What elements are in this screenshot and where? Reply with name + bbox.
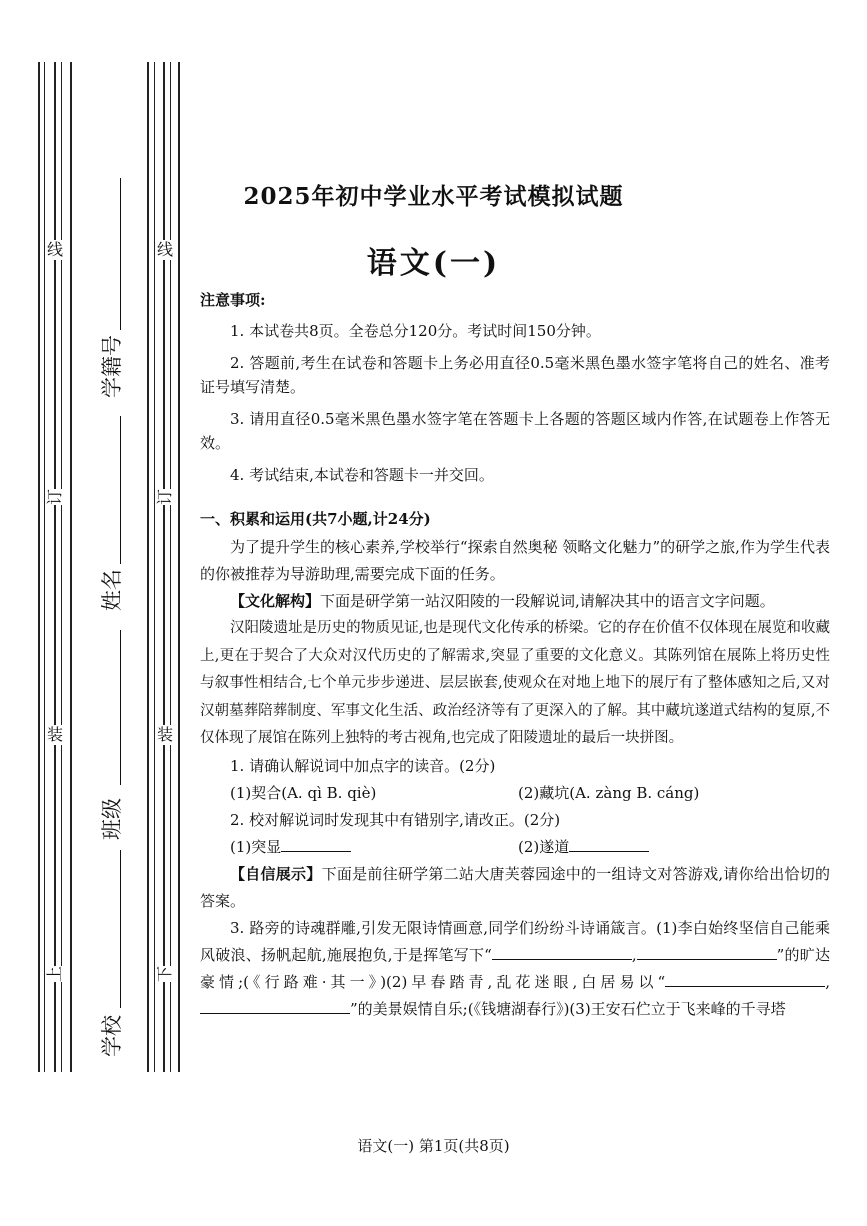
task-tag: 【自信展示】 — [230, 864, 322, 883]
field-school-line[interactable] — [120, 850, 121, 1008]
margin-mark-xia: 下 — [155, 965, 175, 983]
field-name-line[interactable] — [120, 416, 121, 564]
task-culture — [200, 588, 830, 615]
q2-blank-1[interactable] — [281, 836, 351, 852]
task-tag: 【文化解构】 — [230, 592, 321, 610]
note-item: 2. 答题前,考生在试卷和答题卡上务必用直径0.5毫米黑色墨水签字笔将自己的姓名、准考证号填写清楚。 — [200, 354, 830, 396]
field-class-line[interactable] — [120, 630, 121, 785]
question-3: 3. 路旁的诗魂群雕,引发无限诗情画意,同学们纷纷斗诗诵箴言。(1)李白始终坚信自己能乘风破浪、扬帆起航,施展抱负,于是挥笔写下“ , ”的旷达豪情;(《行路难·其一》)(2)早春踏青,乱花迷眼,白居易以“ ,”的美景娱情自乐;(《钱塘湖春行》)(3)王安石伫立于飞来峰的千寻塔 — [200, 918, 830, 1018]
margin-line — [38, 62, 40, 1072]
q1-option-1[interactable]: (1)契合(A. qì B. qiè) — [230, 783, 377, 802]
margin-line — [163, 62, 165, 1072]
q3-blank-4[interactable] — [200, 998, 350, 1014]
note-item: 3. 请用直径0.5毫米黑色墨水签字笔在答题卡上各题的答题区域内作答,在试题卷上作答无效。 — [200, 410, 830, 452]
q1-option-2[interactable]: (2)藏坑(A. zàng B. cáng) — [518, 783, 700, 802]
q3-blank-1[interactable] — [492, 944, 632, 960]
exam-subtitle: 语文(一) — [366, 246, 501, 281]
margin-mark-line: 线 — [157, 240, 174, 259]
field-school-label: 学校 — [100, 1015, 124, 1057]
margin-line — [61, 62, 62, 1072]
commentary-passage: 汉阳陵遗址是历史的物质见证,也是现代文化传承的桥梁。它的存在价值不仅体现在展览和收藏上,更在于契合了大众对汉代历史的了解需求,突显了重要的文化意义。其陈列馆在展陈上将历史性与叙事性相结合,七个单元步步递进、层层嵌套,使观众在对地上地下的展厅有了整体感知之后,又对汉朝墓葬陪葬制度、军事文化生活、政治经济等有了更深入的了解。其中藏坑遂道式结构的复原,不仅体现了展馆在陈列上独特的考古视角,也完成了阳陵遗址的最后一块拼图。 — [200, 620, 830, 746]
exam-content — [200, 290, 830, 1023]
margin-mark-line: 线 — [47, 240, 64, 259]
note-item: 1. 本试卷共8页。全卷总分120分。考试时间150分钟。 — [230, 322, 601, 340]
margin-line — [154, 62, 155, 1072]
margin-line — [178, 62, 180, 1072]
margin-mark-shang: 上 — [45, 965, 65, 983]
question-1: 1. 请确认解说词中加点字的读音。(2分) — [230, 756, 496, 775]
q2-word-2: (2)遂道 — [518, 837, 570, 856]
task-text: 下面是研学第一站汉阳陵的一段解说词,请解决其中的语言文字问题。 — [320, 592, 775, 610]
q3-text: 3. 路旁的诗魂群雕,引发无限诗情画意,同学们纷纷斗诗诵箴言。(1)李白始终坚信自己能乘风破浪、扬帆起航,施展抱负,于是挥笔写下“ — [200, 918, 830, 964]
q2-answer-1 — [230, 834, 518, 861]
q3-text: ”的美景娱情自乐;(《钱塘湖春行》)(3)王安石伫立于飞来峰的千寻塔 — [350, 999, 786, 1018]
margin-mark-ding: 订 — [45, 488, 65, 506]
task-text: 下面是前往研学第二站大唐芙蓉园途中的一组诗文对答游戏,请你给出恰切的答案。 — [200, 864, 830, 910]
section-heading: 一、积累和运用(共7小题,计24分) — [200, 510, 431, 528]
margin-line — [54, 62, 56, 1072]
q3-blank-3[interactable] — [665, 971, 825, 987]
margin-mark-zhuang: 装 — [47, 725, 64, 744]
page-footer: 语文(一) 第1页(共8页) — [357, 1137, 510, 1155]
margin-line — [70, 62, 72, 1072]
task-confidence — [200, 861, 830, 915]
margin-line — [170, 62, 171, 1072]
question-1-options — [200, 780, 830, 807]
margin-mark-zhuang: 装 — [157, 725, 174, 744]
question-2: 2. 校对解说词时发现其中有错别字,请改正。(2分) — [230, 810, 561, 829]
q2-blank-2[interactable] — [569, 836, 649, 852]
q3-text: ”的旷达豪情;(《行路难·其一》)(2)早春踏青,乱花迷眼,白居易以“ — [200, 945, 830, 991]
margin-line — [44, 62, 45, 1072]
exam-title: 2025年初中学业水平考试模拟试题 — [243, 183, 624, 210]
field-class-label: 班级 — [100, 798, 124, 840]
q2-answer-2 — [518, 834, 649, 861]
q3-blank-2[interactable] — [637, 944, 777, 960]
margin-line — [147, 62, 149, 1072]
field-name-label: 姓名 — [100, 569, 124, 611]
section-intro: 为了提升学生的核心素养,学校举行“探索自然奥秘 领略文化魅力”的研学之旅,作为学生代表的你被推荐为导游助理,需要完成下面的任务。 — [200, 538, 830, 583]
q2-word-1: (1)突显 — [230, 837, 282, 856]
margin-mark-ding: 订 — [155, 488, 175, 506]
note-item: 4. 考试结束,本试卷和答题卡一并交回。 — [230, 466, 494, 484]
field-student-id-label: 学籍号 — [100, 335, 124, 398]
notes-heading: 注意事项: — [200, 291, 266, 309]
question-2-answers — [200, 834, 830, 861]
